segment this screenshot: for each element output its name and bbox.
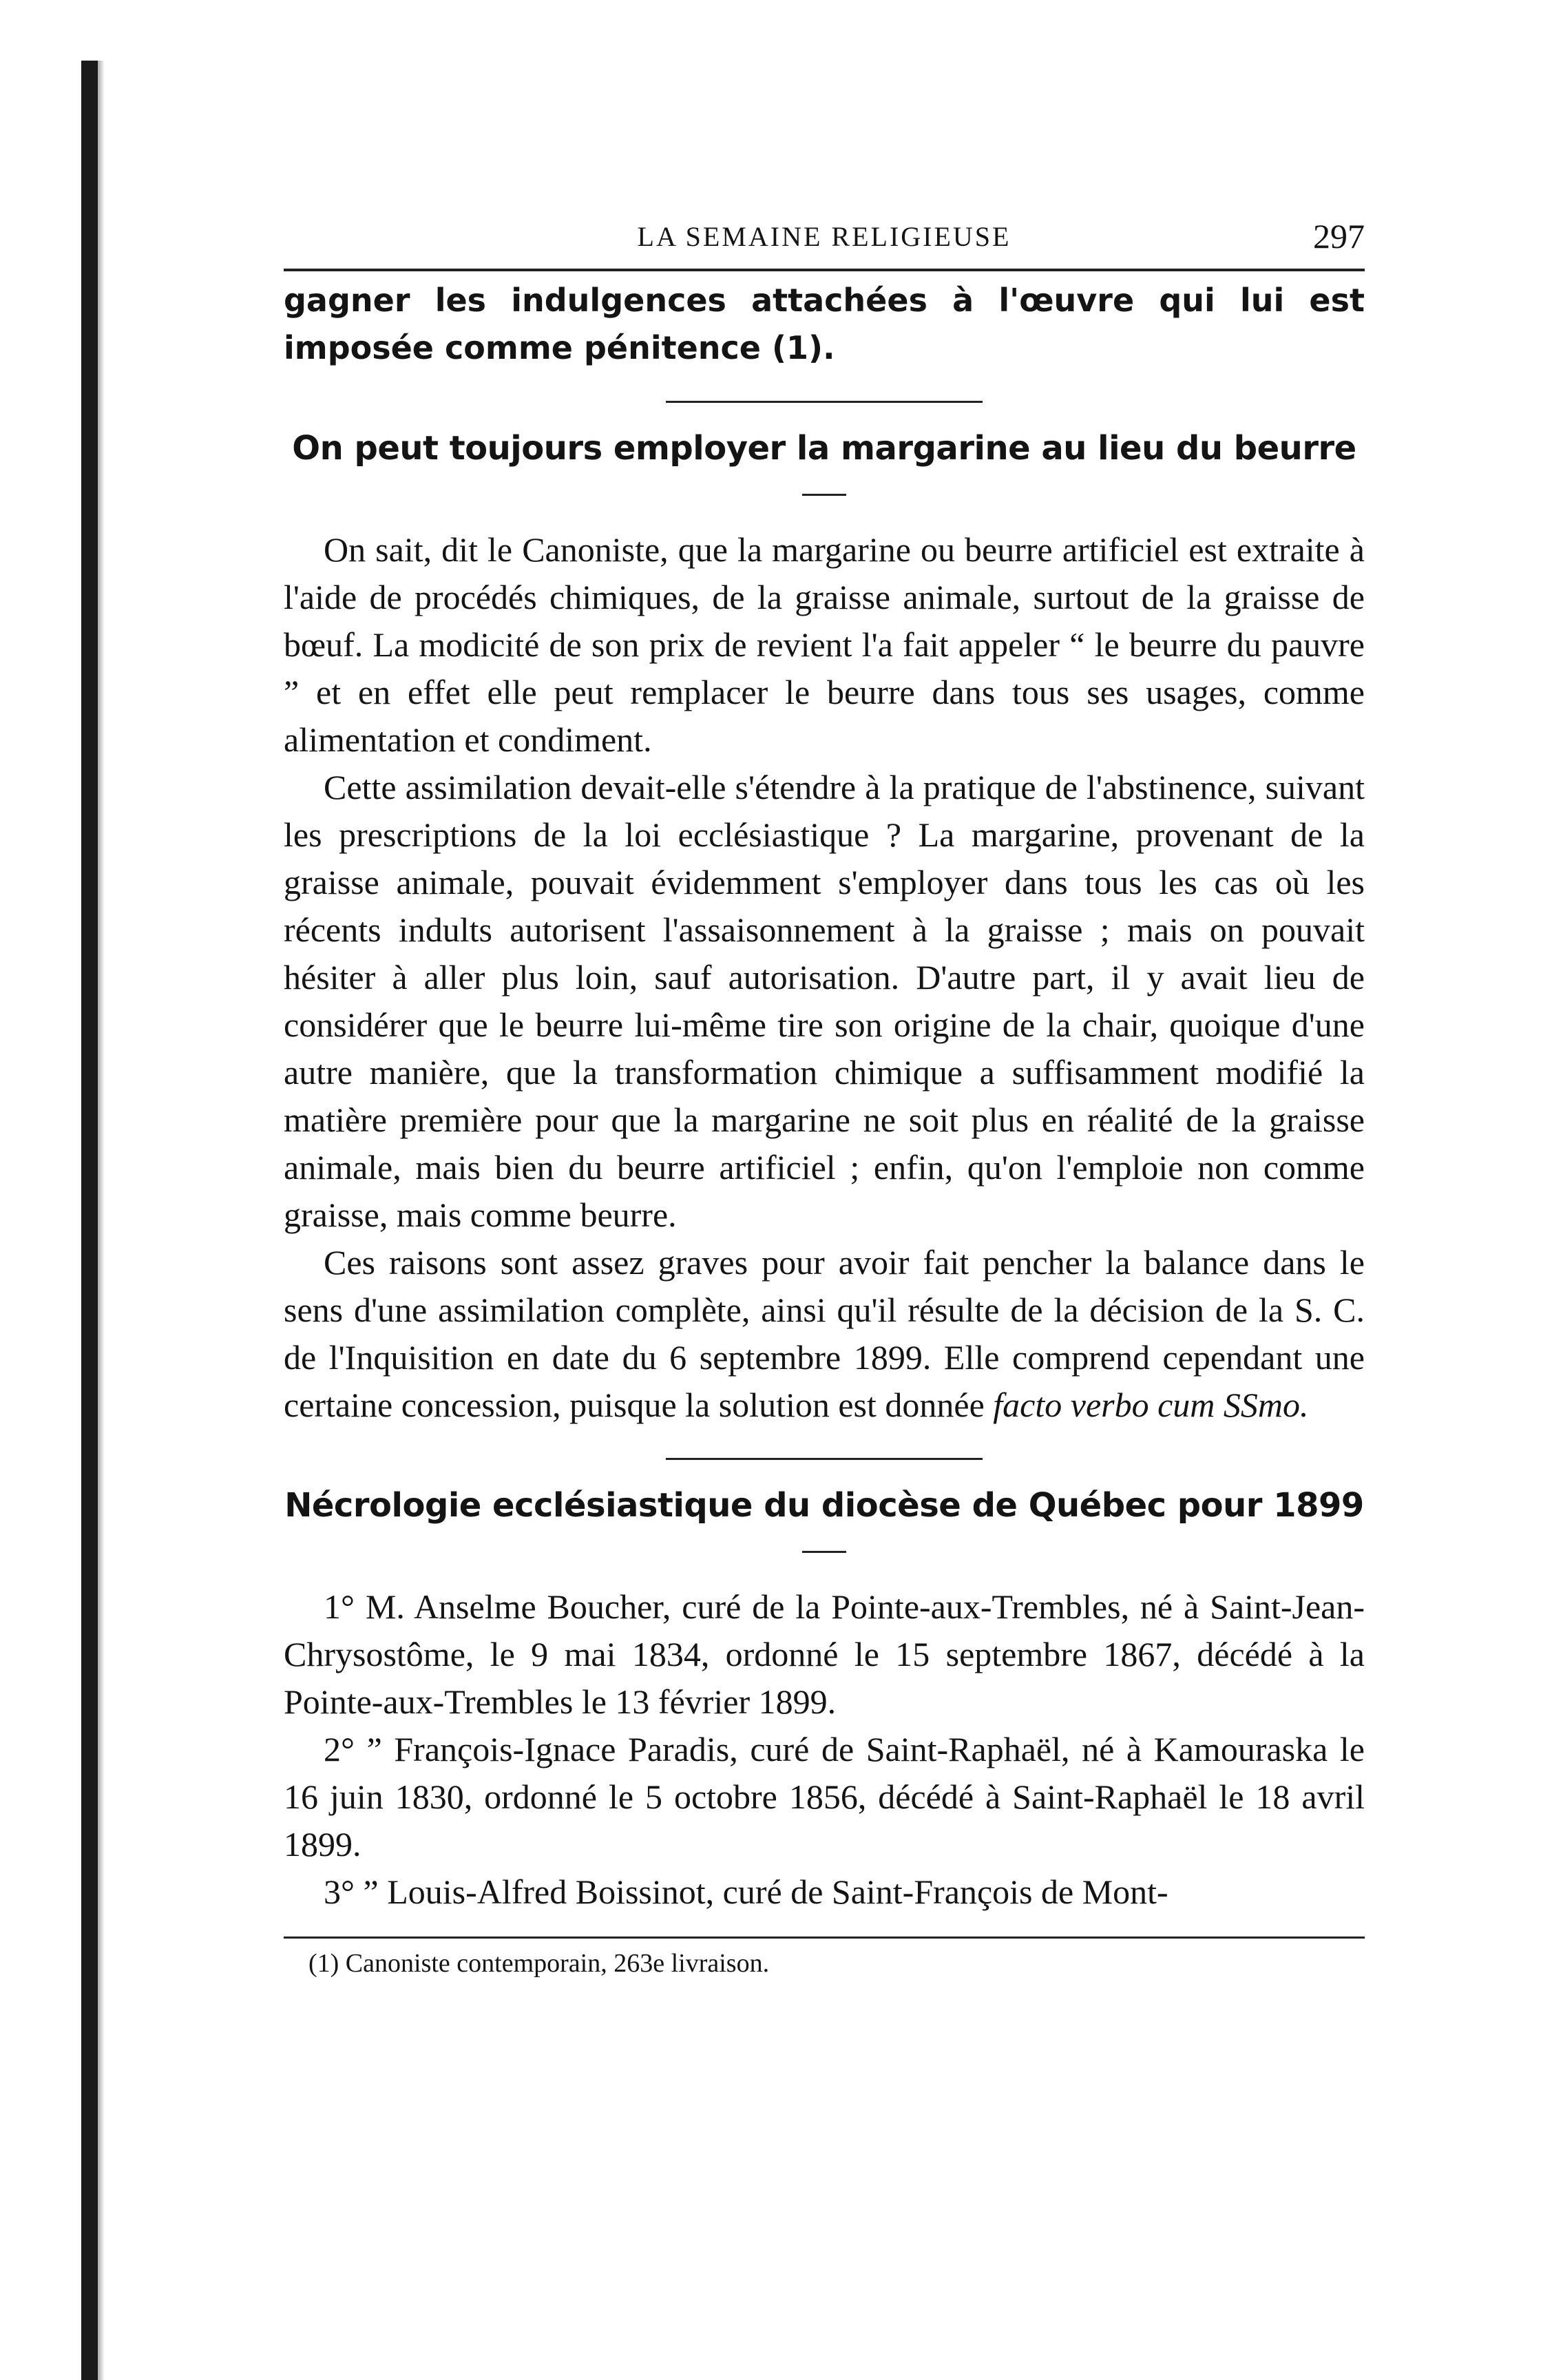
footnote-rule — [284, 1937, 1365, 1939]
paragraph-margarine-3 — [284, 1239, 1365, 1429]
header-rule — [284, 269, 1365, 271]
paragraph-margarine-1: On sait, dit le Canoniste, que la margarine ou beurre artificiel est extraite à l'aide de procédés chimiques, de la graisse animale, surtout de la graisse de bœuf. La modicité de son prix de revient l'a fait appeler “ le beurre du pauvre ” et en effet elle peut remplacer le beurre dans tous ses usages, comme alimentation et condiment. — [284, 530, 1365, 759]
necrology-entry-3: 3° ” Louis-Alfred Boissinot, curé de Saint-François de Mont- — [324, 1872, 1168, 1911]
necrology-entry-2: 2° ” François-Ignace Paradis, curé de Saint-Raphaël, né à Kamouraska le 16 juin 1830, ordonné le 5 octobre 1856, décédé à Saint-Raphaël le 18 avril 1899. — [284, 1730, 1365, 1864]
heading-dash-1 — [802, 494, 846, 496]
page-number: 297 — [1313, 217, 1365, 255]
section-separator-2 — [666, 1458, 983, 1460]
section-heading-necrologie: Nécrologie ecclésiastique du diocèse de Québec pour 1899 — [284, 1486, 1364, 1525]
heading-dash-2 — [802, 1551, 846, 1553]
paragraph-margarine-3-text: Ces raisons sont assez graves pour avoir fait pencher la balance dans le sens d'une assimilation complète, ainsi qu'il résulte de la décision de la S. C. de l'Inquisition en date du 6 septembre 1899. Elle comprend cependant une certaine concession, puisque la solution est donnée — [284, 1243, 1365, 1424]
running-head-title: LA SEMAINE RELIGIEUSE — [637, 221, 1011, 252]
binding-shade — [98, 61, 105, 2380]
section-heading-margarine: On peut toujours employer la margarine au lieu du beurre — [292, 429, 1356, 468]
intro-paragraph: gagner les indulgences attachées à l'œuvre qui lui est imposée comme pénitence (1). — [284, 282, 1365, 366]
necrology-entry-1: 1° M. Anselme Boucher, curé de la Pointe-aux-Trembles, né à Saint-Jean-Chrysostôme, le 9 mai 1834, ordonné le 15 septembre 1867, décédé à la Pointe-aux-Trembles le 13 février 1899. — [284, 1587, 1365, 1721]
section-separator-1 — [666, 401, 983, 403]
document-page — [284, 207, 1365, 1980]
running-head — [284, 207, 1365, 269]
binding-edge — [81, 61, 98, 2380]
footnote: (1) Canoniste contemporain, 263e livraison. — [308, 1949, 770, 1978]
paragraph-margarine-2: Cette assimilation devait-elle s'étendre à la pratique de l'abstinence, suivant les prescriptions de la loi ecclésiastique ? La margarine, provenant de la graisse animale, pouvait évidemment s'employer dans tous les cas où les récents indults autorisent l'assaisonnement à la graisse ; mais on pouvait hésiter à aller plus loin, sauf autorisation. D'autre part, il y avait lieu de considérer que le beurre lui-même tire son origine de la chair, quoique d'une autre manière, que la transformation chimique a suffisamment modifié la matière première pour que la margarine ne soit plus en réalité de la graisse animale, mais bien du beurre artificiel ; enfin, qu'on l'emploie non comme graisse, mais comme beurre. — [284, 768, 1365, 1234]
paragraph-margarine-3-italic: facto verbo cum SSmo. — [993, 1386, 1309, 1424]
